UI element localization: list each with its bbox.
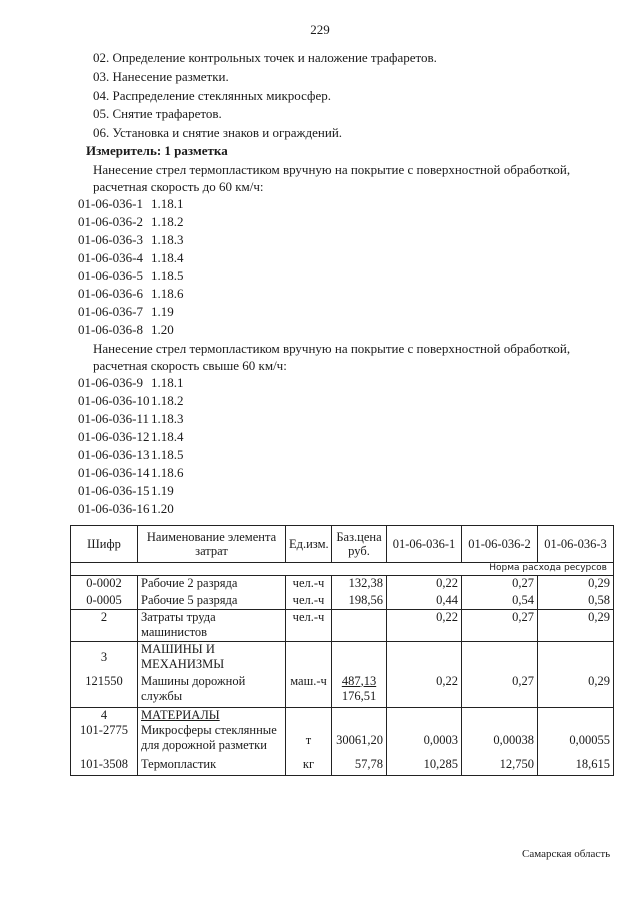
code: 01-06-036-2 — [78, 214, 143, 229]
norm-label: Норма расхода ресурсов — [71, 563, 614, 576]
header-code: Шифр — [71, 526, 138, 563]
row-value-1: 0,22 — [387, 576, 462, 593]
header-name: Наименование элемента затрат — [138, 526, 286, 563]
code-row — [78, 286, 184, 302]
code: 01-06-036-16 — [78, 501, 150, 516]
code: 01-06-036-3 — [78, 232, 143, 247]
row-value-1: 10,285 — [387, 757, 462, 775]
table-section-row — [71, 642, 614, 674]
row-code: 0-0005 — [71, 593, 138, 610]
row-unit: чел.-ч — [286, 610, 332, 642]
row-price: 57,78 — [332, 757, 387, 775]
code-ref: 1.18.3 — [151, 232, 184, 247]
code: 01-06-036-7 — [78, 304, 143, 319]
table-row — [71, 576, 614, 593]
code-row — [78, 429, 184, 445]
norm-label-row — [71, 563, 614, 576]
row-value-3: 0,29 — [538, 674, 614, 708]
row-value-1: 0,44 — [387, 593, 462, 610]
code: 01-06-036-1 — [78, 196, 143, 211]
code: 01-06-036-13 — [78, 447, 150, 462]
measure-heading: Измеритель: 1 разметка — [86, 143, 228, 158]
row-value-1: 0,22 — [387, 610, 462, 642]
row-unit: чел.-ч — [286, 593, 332, 610]
row-value-3: 0,00055 — [538, 723, 614, 757]
row-code: 121550 — [71, 674, 138, 708]
row-unit: чел.-ч — [286, 576, 332, 593]
code-ref: 1.18.4 — [151, 429, 184, 444]
row-code: 101-2775 — [71, 723, 138, 757]
code-row — [78, 304, 174, 320]
table-row — [71, 757, 614, 775]
group1-description: Нанесение стрел термопластиком вручную на покрытие с поверхностной обработкой, расчетная скорость до 60 км/ч: — [93, 162, 571, 194]
code: 01-06-036-9 — [78, 375, 143, 390]
row-value-3: 0,29 — [538, 610, 614, 642]
code: 01-06-036-6 — [78, 286, 143, 301]
row-name: МАТЕРИАЛЫ — [138, 708, 286, 724]
table-header-row — [71, 526, 614, 563]
operation-item: 04. Распределение стеклянных микросфер. — [93, 88, 331, 103]
code-row — [78, 411, 184, 427]
code-row — [78, 268, 184, 284]
code-ref: 1.18.5 — [151, 268, 184, 283]
row-price-cell — [332, 674, 387, 708]
row-unit: т — [286, 723, 332, 757]
code-ref: 1.19 — [151, 483, 174, 498]
code-row — [78, 250, 184, 266]
code-ref: 1.18.2 — [151, 393, 184, 408]
row-name: Затраты труда машинистов — [138, 610, 286, 642]
row-value-2: 0,27 — [462, 576, 538, 593]
code-ref: 1.18.4 — [151, 250, 184, 265]
row-value-2: 12,750 — [462, 757, 538, 775]
row-code: 0-0002 — [71, 576, 138, 593]
header-col2: 01-06-036-2 — [462, 526, 538, 563]
code-row — [78, 501, 174, 517]
row-value-3: 0,29 — [538, 576, 614, 593]
code-row — [78, 232, 184, 248]
code: 01-06-036-4 — [78, 250, 143, 265]
row-price-secondary: 176,51 — [341, 688, 377, 703]
footer-region: Самарская область — [522, 848, 611, 860]
header-price: Баз.цена руб. — [332, 526, 387, 563]
code: 01-06-036-10 — [78, 393, 150, 408]
code: 01-06-036-11 — [78, 411, 150, 426]
table-row — [71, 723, 614, 757]
row-value-1: 0,0003 — [387, 723, 462, 757]
row-price: 198,56 — [332, 593, 387, 610]
code: 01-06-036-5 — [78, 268, 143, 283]
code: 01-06-036-8 — [78, 322, 143, 337]
row-unit: кг — [286, 757, 332, 775]
code-ref: 1.18.1 — [151, 375, 184, 390]
row-value-2: 0,00038 — [462, 723, 538, 757]
row-price: 30061,20 — [332, 723, 387, 757]
code-ref: 1.18.5 — [151, 447, 184, 462]
row-value-1: 0,22 — [387, 674, 462, 708]
header-unit: Ед.изм. — [286, 526, 332, 563]
row-code: 101-3508 — [71, 757, 138, 775]
row-name: Микросферы стеклянные для дорожной разметки — [138, 723, 286, 757]
code-ref: 1.20 — [151, 322, 174, 337]
row-code: 3 — [71, 642, 138, 674]
row-name: Машины дорожной службы — [138, 674, 286, 708]
row-value-2: 0,27 — [462, 674, 538, 708]
header-col3: 01-06-036-3 — [538, 526, 614, 563]
code-row — [78, 322, 174, 338]
operation-item: 06. Установка и снятие знаков и ограждений. — [93, 125, 343, 140]
row-price: 132,38 — [332, 576, 387, 593]
row-value-3: 0,58 — [538, 593, 614, 610]
row-value-2: 0,54 — [462, 593, 538, 610]
code-row — [78, 393, 184, 409]
code-ref: 1.19 — [151, 304, 174, 319]
resources-table — [70, 525, 614, 776]
operation-item: 02. Определение контрольных точек и наложение трафаретов. — [93, 50, 437, 65]
code-row — [78, 465, 184, 481]
code-ref: 1.18.6 — [151, 286, 184, 301]
code: 01-06-036-15 — [78, 483, 150, 498]
row-price — [332, 610, 387, 642]
code: 01-06-036-14 — [78, 465, 150, 480]
code-row — [78, 375, 184, 391]
table-row — [71, 674, 614, 708]
row-unit: маш.-ч — [286, 674, 332, 708]
row-code: 2 — [71, 610, 138, 642]
code-row — [78, 447, 184, 463]
row-name: Рабочие 2 разряда — [138, 576, 286, 593]
code-ref: 1.20 — [151, 501, 174, 516]
row-value-3: 18,615 — [538, 757, 614, 775]
code-row — [78, 214, 184, 230]
row-price: 487,13 — [341, 673, 377, 688]
code-row — [78, 483, 174, 499]
code-ref: 1.18.3 — [151, 411, 184, 426]
group2-description: Нанесение стрел термопластиком вручную на покрытие с поверхностной обработкой, расчетная скорость свыше 60 км/ч: — [93, 341, 571, 373]
row-name: Термопластик — [138, 757, 286, 775]
code: 01-06-036-12 — [78, 429, 150, 444]
operation-item: 03. Нанесение разметки. — [93, 69, 229, 84]
operation-item: 05. Снятие трафаретов. — [93, 106, 222, 121]
table-row — [71, 593, 614, 610]
row-name: Рабочие 5 разряда — [138, 593, 286, 610]
code-ref: 1.18.1 — [151, 196, 184, 211]
row-code: 4 — [71, 708, 138, 724]
code-ref: 1.18.2 — [151, 214, 184, 229]
page-number: 229 — [310, 22, 330, 37]
row-value-2: 0,27 — [462, 610, 538, 642]
row-name: МАШИНЫ И МЕХАНИЗМЫ — [138, 642, 286, 674]
code-row — [78, 196, 184, 212]
table-section-row — [71, 708, 614, 724]
code-ref: 1.18.6 — [151, 465, 184, 480]
header-col1: 01-06-036-1 — [387, 526, 462, 563]
table-row — [71, 610, 614, 642]
